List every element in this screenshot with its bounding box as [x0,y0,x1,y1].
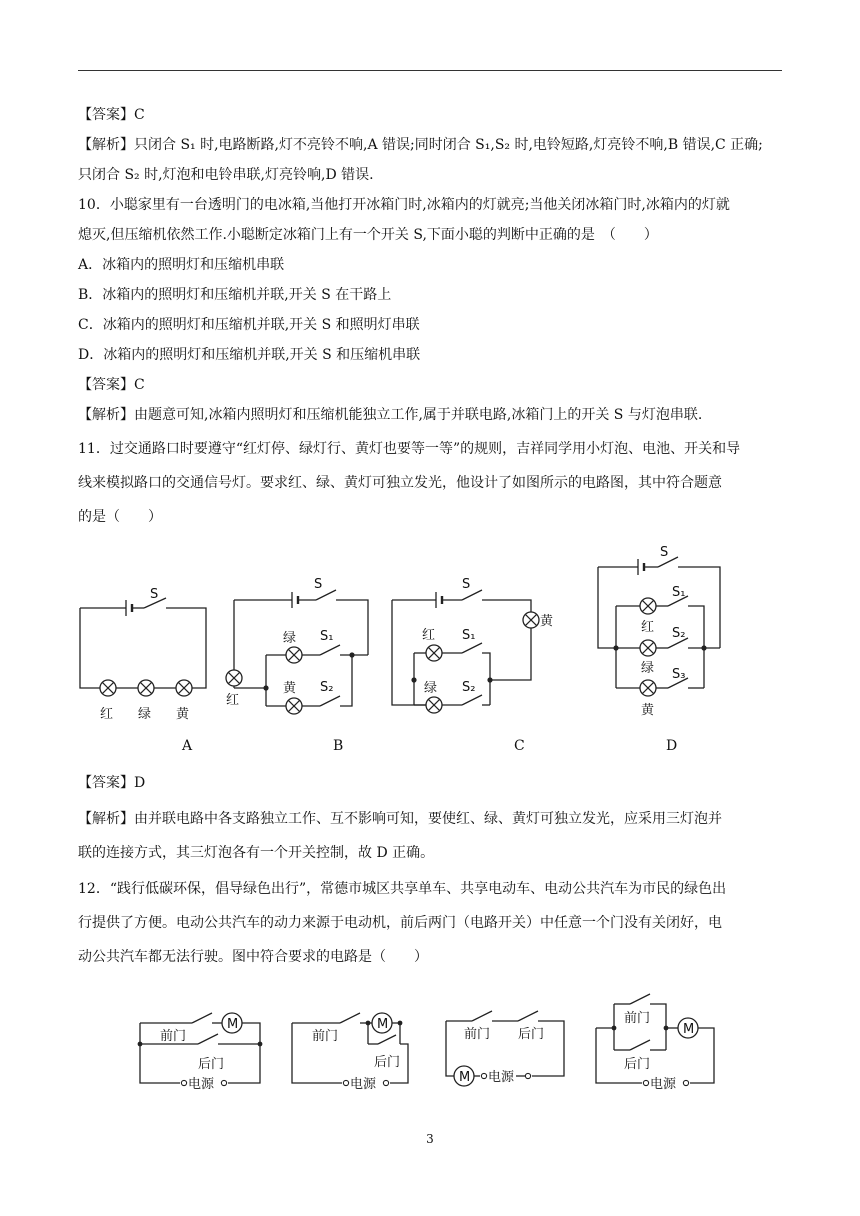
q12-c2-front-label: 前门 [312,1029,339,1044]
q12-c4-front-label: 前门 [624,1011,651,1026]
q11-a-switch-label: S [150,587,159,602]
q10-stem-line2: 熄灭,但压缩机依然工作.小聪断定冰箱门上有一个开关 S,下面小聪的判断中正确的是 （ ） [78,227,658,243]
q11-b-s2-label: S₂ [320,680,334,695]
q11-circuit-d [598,557,720,688]
q9-analysis-line1: 【解析】只闭合 S₁ 时,电路断路,灯不亮铃不响,A 错误;同时闭合 S₁,S₂ 时,电铃短路,灯亮铃不响,B 错误,C 正确; [78,137,763,153]
q11-c-switch-label: S [462,577,471,592]
q11-b-red-label: 红 [226,693,240,708]
q11-d-s2-label: S₂ [672,626,686,641]
q10-option-c: C．冰箱内的照明灯和压缩机并联,开关 S 和照明灯串联 [78,317,420,333]
q11-b-s1-label: S₁ [320,629,334,644]
q12-c1-motor-label: M [227,1017,239,1032]
q12-circuit-4 [596,994,714,1083]
page-number: 3 [426,1132,434,1146]
q11-circuit-a [80,598,206,688]
q12-c2-back-label: 后门 [374,1055,401,1070]
q11-c-s1-label: S₁ [462,628,476,643]
q11-caption-c: C [514,738,525,754]
q12-stem-line3: 动公共汽车都无法行驶。图中符合要求的电路是（ ） [78,949,428,965]
q11-a-green-label: 绿 [138,707,152,722]
q11-c-s2-label: S₂ [462,680,476,695]
q12-c3-motor-label: M [459,1070,471,1085]
q11-d-s3-label: S₃ [672,667,686,682]
header-rule [78,70,782,71]
q11-caption-d: D [666,738,678,754]
q11-d-red-label: 红 [641,620,655,635]
q11-answer: 【答案】D [78,775,146,791]
q10-stem-line1: 10．小聪家里有一台透明门的电冰箱,当他打开冰箱门时,冰箱内的灯就亮;当他关闭冰箱门时,冰箱内的灯就 [78,197,730,213]
q11-caption-b: B [333,738,344,754]
q11-c-yellow-label: 黄 [540,614,554,629]
q10-answer: 【答案】C [78,377,145,393]
q9-answer: 【答案】C [78,107,145,123]
q12-c4-power-label: 电源 [650,1077,677,1092]
q12-c3-back-label: 后门 [518,1027,545,1042]
q11-circuit-figures [70,540,790,730]
q10-option-b: B．冰箱内的照明灯和压缩机并联,开关 S 在干路上 [78,287,392,303]
q12-c4-back-label: 后门 [624,1057,651,1072]
q11-d-yellow-label: 黄 [641,703,655,718]
q10-analysis: 【解析】由题意可知,冰箱内照明灯和压缩机能独立工作,属于并联电路,冰箱门上的开关 S 与灯泡串联. [78,407,703,423]
q11-b-switch-label: S [314,577,323,592]
q12-c3-power-label: 电源 [488,1070,515,1085]
q12-circuit-figures [130,988,750,1098]
q11-b-green-label: 绿 [283,631,297,646]
q11-b-yellow-label: 黄 [283,681,297,696]
q10-option-a: A．冰箱内的照明灯和压缩机串联 [78,257,285,273]
q12-c2-motor-label: M [377,1017,389,1032]
q11-stem-line2: 线来模拟路口的交通信号灯。要求红、绿、黄灯可独立发光，他设计了如图所示的电路图，其中符合题意 [78,475,722,491]
q11-d-green-label: 绿 [641,661,655,676]
q11-caption-a: A [182,738,193,754]
q11-stem-line1: 11．过交通路口时要遵守“红灯停、绿灯行、黄灯也要等一等”的规则，吉祥同学用小灯泡、电池、开关和导 [78,441,741,457]
q12-c1-front-label: 前门 [160,1029,187,1044]
q12-stem-line1: 12．“践行低碳环保，倡导绿色出行”，常德市城区共享单车、共享电动车、电动公共汽车为市民的绿色出 [78,881,727,897]
q11-analysis-line2: 联的连接方式，其三灯泡各有一个开关控制，故 D 正确。 [78,845,435,861]
q12-c2-power-label: 电源 [350,1077,377,1092]
q12-c3-front-label: 前门 [464,1027,491,1042]
q12-c1-power-label: 电源 [188,1077,215,1092]
q11-d-s1-label: S₁ [672,585,686,600]
q11-d-switch-label: S [660,545,669,560]
q12-c4-motor-label: M [683,1022,695,1037]
q11-a-red-label: 红 [100,707,114,722]
q11-stem-line3: 的是（ ） [78,509,162,525]
q10-option-d: D．冰箱内的照明灯和压缩机并联,开关 S 和压缩机串联 [78,347,421,363]
q9-analysis-line2: 只闭合 S₂ 时,灯泡和电铃串联,灯亮铃响,D 错误. [78,167,374,183]
q12-stem-line2: 行提供了方便。电动公共汽车的动力来源于电动机，前后两门（电路开关）中任意一个门没有关闭好，电 [78,915,722,931]
q11-analysis-line1: 【解析】由并联电路中各支路独立工作、互不影响可知，要使红、绿、黄灯可独立发光，应采用三灯泡并 [78,811,722,827]
q11-a-yellow-label: 黄 [176,707,190,722]
q11-c-red-label: 红 [422,628,436,643]
q11-circuit-b [234,590,368,706]
q11-c-green-label: 绿 [424,681,438,696]
q12-c1-back-label: 后门 [198,1057,225,1072]
